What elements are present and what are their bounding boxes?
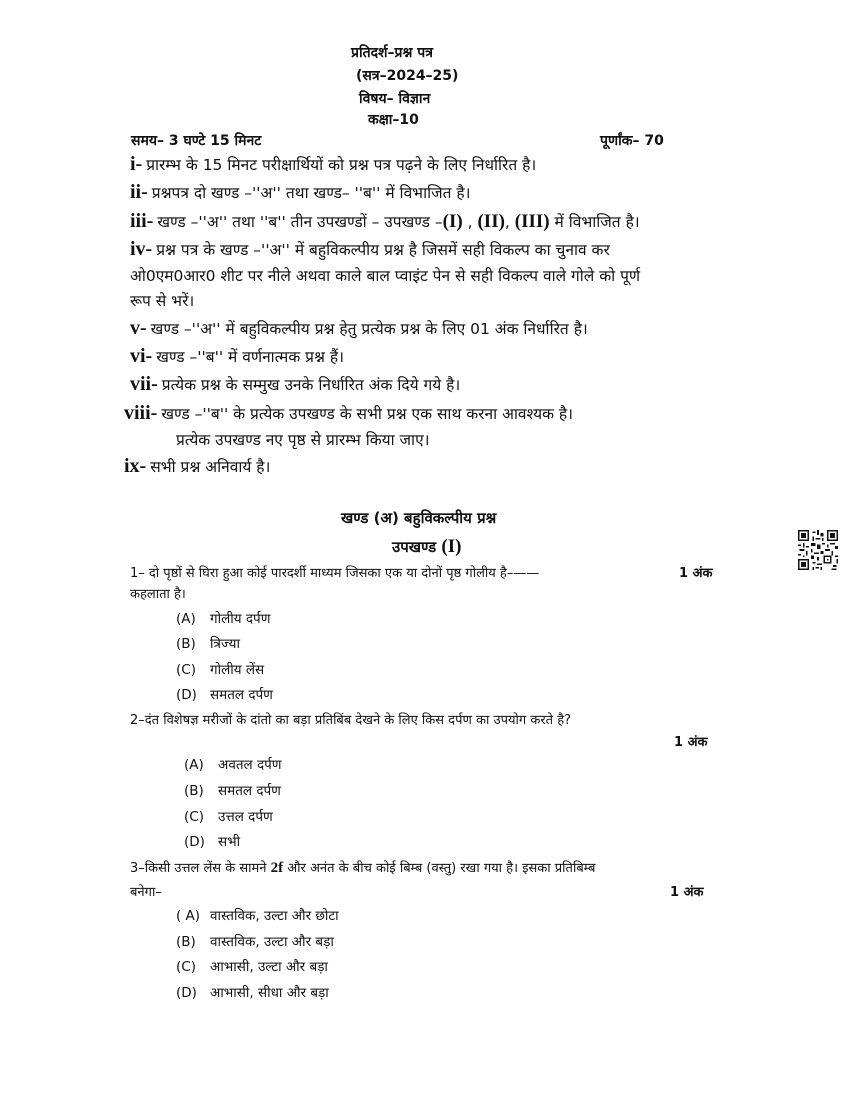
question-3-marks: 1 अंक bbox=[670, 885, 704, 900]
question-2-marks: 1 अंक bbox=[674, 735, 708, 750]
q2-option-c[interactable]: (C) उत्तल दर्पण bbox=[184, 809, 273, 825]
instruction-3: iii- खण्ड –''अ'' तथा ''ब'' तीन उपखण्डों – उपखण्ड –(I) , (II), (III) में विभाजित है। bbox=[130, 210, 640, 232]
instruction-9: ix- सभी प्रश्न अनिवार्य है। bbox=[124, 455, 271, 477]
instruction-4-line2: ओ0एम0आर0 शीट पर नीले अथवा काले बाल प्वाइंट पेन से सही विकल्प वाले गोले को पूर्ण bbox=[130, 267, 641, 285]
question-3: 3–किसी उत्तल लेंस के सामने 2f और अनंत के बीच कोई बिम्ब (वस्तु) रखा गया है। इसका प्रतिबिम्ब bbox=[130, 860, 596, 876]
instruction-4-line3: रूप से भरें। bbox=[130, 292, 195, 310]
q1-option-a[interactable]: (A) गोलीय दर्पण bbox=[176, 611, 271, 627]
q3-option-a[interactable]: ( A) वास्तविक, उल्टा और छोटा bbox=[176, 908, 339, 924]
q3-option-d[interactable]: (D) आभासी, सीधा और बड़ा bbox=[176, 985, 329, 1001]
question-1: 1– दो पृष्ठों से घिरा हुआ कोई पारदर्शी माध्यम जिसका एक या दोनों पृष्ठ गोलीय है–—— bbox=[130, 566, 540, 581]
instruction-8: viii- खण्ड –''ब'' के प्रत्येक उपखण्ड के सभी प्रश्न एक साथ करना आवश्यक है। bbox=[124, 402, 574, 424]
question-1-marks: 1 अंक bbox=[679, 566, 713, 581]
qr-code-icon bbox=[798, 530, 838, 570]
paper-title: प्रतिदर्श–प्रश्न पत्र bbox=[351, 45, 433, 61]
q1-option-b[interactable]: (B) त्रिज्या bbox=[176, 636, 240, 652]
q3-option-b[interactable]: (B) वास्तविक, उल्टा और बड़ा bbox=[176, 934, 334, 950]
instruction-4: iv- प्रश्न पत्र के खण्ड –''अ'' में बहुविकल्पीय प्रश्न है जिसमें सही विकल्प का चुनाव कर bbox=[130, 238, 610, 260]
q2-option-d[interactable]: (D) सभी bbox=[184, 834, 241, 850]
question-3-line2: बनेगा– bbox=[130, 885, 162, 900]
instruction-8-line2: प्रत्येक उपखण्ड नए पृष्ठ से प्रारम्भ किया जाए। bbox=[176, 431, 430, 449]
instruction-7: vii- प्रत्येक प्रश्न के सम्मुख उनके निर्धारित अंक दिये गये है। bbox=[130, 373, 461, 395]
instruction-5: v- खण्ड –''अ'' में बहुविकल्पीय प्रश्न हेतु प्रत्येक प्रश्न के लिए 01 अंक निर्धारित है। bbox=[130, 317, 588, 339]
time-allowed: समय– 3 घण्टे 15 मिनट bbox=[131, 133, 262, 149]
question-1-line2: कहलाता है। bbox=[130, 587, 186, 602]
q1-option-d[interactable]: (D) समतल दर्पण bbox=[176, 687, 273, 703]
instruction-1: i- प्रारम्भ के 15 मिनट परीक्षार्थियों को प्रश्न पत्र पढ़ने के लिए निर्धारित है। bbox=[130, 153, 537, 175]
class: कक्षा–10 bbox=[368, 112, 419, 128]
q3-option-c[interactable]: (C) आभासी, उल्टा और बड़ा bbox=[176, 959, 328, 975]
q2-option-a[interactable]: (A) अवतल दर्पण bbox=[184, 757, 282, 773]
subject: विषय– विज्ञान bbox=[359, 91, 431, 107]
session: (सत्र–2024–25) bbox=[356, 68, 459, 84]
q1-option-c[interactable]: (C) गोलीय लेंस bbox=[176, 662, 265, 678]
max-marks: पूर्णांक– 70 bbox=[600, 133, 664, 149]
instruction-2: ii- प्रश्नपत्र दो खण्ड –''अ'' तथा खण्ड– ''ब'' में विभाजित है। bbox=[130, 181, 471, 203]
instruction-6: vi- खण्ड –''ब'' में वर्णनात्मक प्रश्न हैं। bbox=[130, 345, 344, 367]
question-2: 2–दंत विशेषज्ञ मरीजों के दांतो का बड़ा प्रतिबिंब देखने के लिए किस दर्पण का उपयोग करते है? bbox=[130, 713, 571, 728]
subsection-title: उपखण्ड (I) bbox=[392, 536, 462, 557]
section-title: खण्ड (अ) बहुविकल्पीय प्रश्न bbox=[341, 509, 497, 527]
q2-option-b[interactable]: (B) समतल दर्पण bbox=[184, 783, 281, 799]
